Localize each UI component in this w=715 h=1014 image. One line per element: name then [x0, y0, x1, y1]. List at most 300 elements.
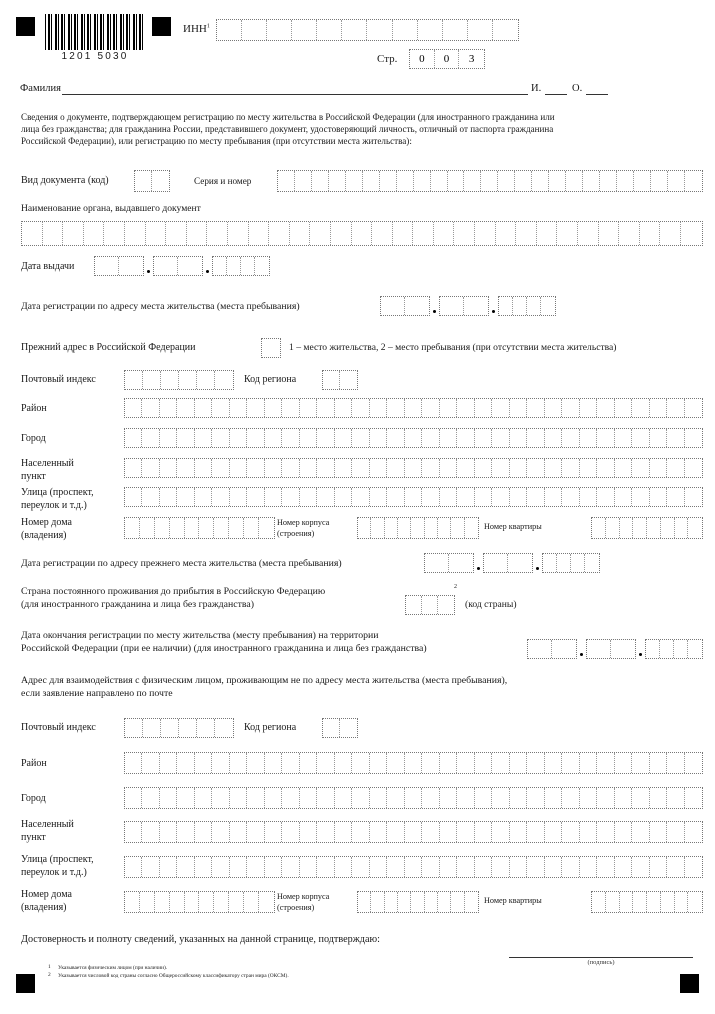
cell[interactable] [475, 857, 492, 877]
cell[interactable] [212, 857, 229, 877]
cell[interactable] [650, 429, 667, 447]
cell[interactable] [199, 892, 214, 912]
cell[interactable] [661, 892, 675, 912]
cell[interactable] [411, 892, 424, 912]
cell[interactable] [195, 788, 212, 808]
cell[interactable] [352, 222, 373, 245]
prev-city-input[interactable] [124, 428, 703, 448]
contact-region-input[interactable] [322, 718, 358, 738]
cell[interactable] [125, 459, 142, 477]
cell[interactable] [195, 753, 212, 773]
cell[interactable] [640, 222, 661, 245]
cell[interactable] [282, 788, 299, 808]
cell[interactable] [543, 554, 557, 572]
cell[interactable] [247, 399, 264, 417]
cell[interactable] [179, 719, 197, 737]
cell[interactable] [265, 429, 282, 447]
cell[interactable] [667, 399, 684, 417]
cell[interactable] [422, 857, 439, 877]
cell[interactable] [195, 429, 212, 447]
cell[interactable] [300, 399, 317, 417]
cell[interactable] [142, 429, 159, 447]
cell[interactable] [155, 892, 170, 912]
cell[interactable] [177, 753, 194, 773]
cell[interactable] [393, 222, 414, 245]
cell[interactable] [335, 753, 352, 773]
prev-district-input[interactable] [124, 398, 703, 418]
cell[interactable] [177, 488, 194, 506]
cell[interactable] [685, 459, 702, 477]
cell[interactable] [549, 171, 566, 191]
cell[interactable] [620, 892, 634, 912]
cell[interactable] [142, 857, 159, 877]
cell[interactable] [230, 399, 247, 417]
cell[interactable] [380, 171, 397, 191]
cell[interactable] [405, 788, 422, 808]
cell[interactable] [562, 399, 579, 417]
cell[interactable] [227, 257, 241, 275]
page-number-input[interactable] [409, 49, 485, 69]
contact-building-input[interactable] [357, 891, 479, 913]
cell[interactable] [265, 488, 282, 506]
cell[interactable] [229, 518, 244, 538]
cell[interactable] [597, 788, 614, 808]
cell[interactable] [674, 640, 688, 658]
cell[interactable] [454, 222, 475, 245]
cell[interactable] [516, 222, 537, 245]
cell[interactable] [632, 788, 649, 808]
cell[interactable] [422, 788, 439, 808]
cell[interactable] [646, 640, 660, 658]
cell[interactable] [650, 459, 667, 477]
cell[interactable] [340, 719, 357, 737]
cell[interactable] [465, 518, 478, 538]
cell[interactable] [195, 399, 212, 417]
cell[interactable] [217, 20, 242, 40]
cell[interactable] [527, 429, 544, 447]
cell[interactable] [143, 719, 161, 737]
previous-address-type-input[interactable] [261, 338, 281, 358]
cell[interactable] [317, 20, 342, 40]
cell[interactable] [438, 596, 454, 614]
cell[interactable] [510, 429, 527, 447]
cell[interactable] [367, 20, 392, 40]
cell[interactable] [317, 459, 334, 477]
cell[interactable] [685, 429, 702, 447]
cell[interactable] [290, 222, 311, 245]
cell[interactable] [387, 459, 404, 477]
cell[interactable] [660, 640, 674, 658]
cell[interactable] [335, 488, 352, 506]
cell[interactable] [214, 892, 229, 912]
cell[interactable] [212, 429, 229, 447]
cell[interactable] [300, 459, 317, 477]
cell[interactable] [611, 640, 635, 658]
cell[interactable] [358, 518, 371, 538]
cell[interactable] [606, 892, 620, 912]
cell[interactable] [300, 429, 317, 447]
cell[interactable] [342, 20, 367, 40]
cell[interactable] [177, 399, 194, 417]
cell[interactable] [352, 788, 369, 808]
cell[interactable] [557, 222, 578, 245]
cell[interactable] [545, 399, 562, 417]
cell[interactable] [242, 20, 267, 40]
initial-middle-input-line[interactable] [586, 94, 608, 95]
cell[interactable] [125, 518, 140, 538]
cell[interactable] [583, 171, 600, 191]
cell[interactable] [440, 297, 464, 315]
cell[interactable] [282, 459, 299, 477]
cell[interactable] [385, 892, 398, 912]
cell[interactable] [660, 222, 681, 245]
cell[interactable] [562, 822, 579, 842]
cell[interactable] [197, 371, 215, 389]
cell[interactable] [431, 171, 448, 191]
cell[interactable] [170, 518, 185, 538]
cell[interactable] [125, 892, 140, 912]
cell[interactable] [632, 459, 649, 477]
cell[interactable] [300, 788, 317, 808]
cell[interactable] [125, 399, 142, 417]
cell[interactable] [230, 788, 247, 808]
cell[interactable] [475, 399, 492, 417]
cell[interactable] [282, 857, 299, 877]
cell[interactable] [212, 488, 229, 506]
issue-date-month-input[interactable] [153, 256, 203, 276]
cell[interactable] [465, 892, 478, 912]
cell[interactable] [667, 857, 684, 877]
cell[interactable] [269, 222, 290, 245]
cell[interactable] [661, 518, 675, 538]
cell[interactable] [335, 857, 352, 877]
cell[interactable] [381, 297, 405, 315]
cell[interactable] [317, 857, 334, 877]
end-registration-day-input[interactable] [527, 639, 577, 659]
cell[interactable] [142, 488, 159, 506]
cell[interactable] [199, 518, 214, 538]
cell[interactable] [597, 459, 614, 477]
cell[interactable] [411, 518, 424, 538]
cell[interactable] [195, 822, 212, 842]
cell[interactable] [615, 429, 632, 447]
cell[interactable] [685, 399, 702, 417]
cell[interactable] [498, 171, 515, 191]
cell[interactable] [317, 399, 334, 417]
cell[interactable] [346, 171, 363, 191]
cell[interactable] [647, 892, 661, 912]
cell[interactable] [580, 788, 597, 808]
cell[interactable] [405, 297, 429, 315]
cell[interactable] [492, 399, 509, 417]
cell[interactable] [187, 222, 208, 245]
cell[interactable] [580, 429, 597, 447]
cell[interactable] [178, 257, 202, 275]
cell[interactable] [414, 171, 431, 191]
cell[interactable] [160, 399, 177, 417]
cell[interactable] [230, 822, 247, 842]
cell[interactable] [195, 857, 212, 877]
cell[interactable] [632, 399, 649, 417]
cell[interactable] [475, 459, 492, 477]
cell[interactable] [492, 857, 509, 877]
cell[interactable] [335, 788, 352, 808]
cell[interactable] [170, 892, 185, 912]
cell[interactable] [475, 822, 492, 842]
cell[interactable] [457, 488, 474, 506]
issuing-authority-input[interactable] [21, 221, 703, 246]
cell[interactable] [685, 857, 702, 877]
cell[interactable] [212, 399, 229, 417]
cell[interactable] [230, 857, 247, 877]
signature-input-line[interactable] [509, 957, 693, 958]
cell[interactable] [632, 857, 649, 877]
cell[interactable] [425, 518, 438, 538]
surname-input-line[interactable] [62, 94, 528, 95]
cell[interactable] [177, 822, 194, 842]
cell[interactable] [387, 399, 404, 417]
cell[interactable] [578, 222, 599, 245]
cell[interactable]: 0 [410, 50, 435, 68]
cell[interactable] [265, 399, 282, 417]
cell[interactable] [667, 429, 684, 447]
cell[interactable] [335, 459, 352, 477]
cell[interactable] [329, 171, 346, 191]
cell[interactable] [215, 371, 233, 389]
contact-district-input[interactable] [124, 752, 703, 774]
cell[interactable] [566, 171, 583, 191]
end-registration-month-input[interactable] [586, 639, 636, 659]
cell[interactable] [545, 429, 562, 447]
cell[interactable] [265, 753, 282, 773]
cell[interactable] [492, 788, 509, 808]
prev-street-input[interactable] [124, 487, 703, 507]
registration-date-day-input[interactable] [380, 296, 430, 316]
cell[interactable] [387, 488, 404, 506]
cell[interactable] [632, 429, 649, 447]
cell[interactable] [398, 518, 411, 538]
cell[interactable] [685, 753, 702, 773]
cell[interactable] [140, 518, 155, 538]
cell[interactable] [448, 171, 465, 191]
initial-first-input-line[interactable] [545, 94, 567, 95]
cell[interactable] [434, 222, 455, 245]
cell[interactable] [352, 488, 369, 506]
cell[interactable] [580, 488, 597, 506]
cell[interactable] [166, 222, 187, 245]
cell[interactable] [63, 222, 84, 245]
cell[interactable] [545, 753, 562, 773]
cell[interactable] [119, 257, 143, 275]
cell[interactable] [475, 222, 496, 245]
cell[interactable] [552, 640, 576, 658]
cell[interactable] [352, 822, 369, 842]
cell[interactable] [562, 429, 579, 447]
cell[interactable] [160, 429, 177, 447]
cell[interactable] [230, 488, 247, 506]
cell[interactable] [398, 892, 411, 912]
cell[interactable] [212, 822, 229, 842]
cell[interactable] [160, 788, 177, 808]
cell[interactable] [510, 488, 527, 506]
cell[interactable] [352, 753, 369, 773]
cell[interactable] [457, 399, 474, 417]
cell[interactable] [647, 518, 661, 538]
end-registration-year-input[interactable] [645, 639, 703, 659]
cell[interactable] [282, 753, 299, 773]
cell[interactable] [214, 518, 229, 538]
cell[interactable] [475, 753, 492, 773]
cell[interactable] [282, 488, 299, 506]
cell[interactable] [125, 753, 142, 773]
cell[interactable] [228, 222, 249, 245]
cell[interactable] [405, 822, 422, 842]
cell[interactable] [265, 857, 282, 877]
prev-registration-date-year-input[interactable] [542, 553, 600, 573]
cell[interactable] [154, 257, 178, 275]
cell[interactable] [527, 488, 544, 506]
cell[interactable] [142, 753, 159, 773]
cell[interactable] [685, 171, 702, 191]
cell[interactable] [185, 518, 200, 538]
cell[interactable] [146, 222, 167, 245]
cell[interactable] [599, 222, 620, 245]
cell[interactable] [405, 488, 422, 506]
cell[interactable] [532, 171, 549, 191]
cell[interactable] [125, 719, 143, 737]
cell[interactable] [562, 788, 579, 808]
cell[interactable] [527, 459, 544, 477]
cell[interactable] [510, 857, 527, 877]
cell[interactable] [125, 822, 142, 842]
cell[interactable] [685, 822, 702, 842]
cell[interactable] [247, 488, 264, 506]
cell[interactable] [615, 788, 632, 808]
cell[interactable] [545, 788, 562, 808]
cell[interactable] [585, 554, 599, 572]
cell[interactable] [177, 788, 194, 808]
cell[interactable] [440, 459, 457, 477]
cell[interactable] [475, 488, 492, 506]
cell[interactable] [580, 822, 597, 842]
cell[interactable] [422, 822, 439, 842]
cell[interactable] [125, 788, 142, 808]
cell[interactable] [207, 222, 228, 245]
cell[interactable] [160, 459, 177, 477]
cell[interactable] [212, 788, 229, 808]
cell[interactable] [84, 222, 105, 245]
contact-street-input[interactable] [124, 856, 703, 878]
cell[interactable] [247, 788, 264, 808]
cell[interactable] [317, 488, 334, 506]
cell[interactable] [335, 822, 352, 842]
cell[interactable] [597, 429, 614, 447]
cell[interactable] [688, 518, 702, 538]
cell[interactable] [310, 222, 331, 245]
cell[interactable] [135, 171, 152, 191]
cell[interactable] [510, 822, 527, 842]
cell[interactable] [651, 171, 668, 191]
issue-date-day-input[interactable] [94, 256, 144, 276]
cell[interactable] [508, 554, 532, 572]
cell[interactable] [440, 399, 457, 417]
cell[interactable] [405, 429, 422, 447]
cell[interactable] [352, 459, 369, 477]
cell[interactable] [413, 222, 434, 245]
cell[interactable] [650, 488, 667, 506]
cell[interactable] [422, 596, 438, 614]
cell[interactable] [282, 822, 299, 842]
cell[interactable] [634, 171, 651, 191]
contact-city-input[interactable] [124, 787, 703, 809]
cell[interactable] [212, 753, 229, 773]
cell[interactable] [457, 788, 474, 808]
cell[interactable] [278, 171, 295, 191]
cell[interactable] [425, 892, 438, 912]
cell[interactable] [457, 822, 474, 842]
cell[interactable] [358, 892, 371, 912]
cell[interactable] [527, 753, 544, 773]
cell[interactable] [667, 488, 684, 506]
cell[interactable] [363, 171, 380, 191]
cell[interactable] [464, 297, 488, 315]
cell[interactable] [545, 459, 562, 477]
cell[interactable] [177, 857, 194, 877]
cell[interactable] [440, 857, 457, 877]
cell[interactable] [371, 892, 384, 912]
cell[interactable] [125, 429, 142, 447]
cell[interactable] [142, 459, 159, 477]
contact-postal-input[interactable] [124, 718, 234, 738]
cell[interactable] [422, 488, 439, 506]
cell[interactable] [527, 788, 544, 808]
cell[interactable] [387, 788, 404, 808]
cell[interactable] [492, 822, 509, 842]
cell[interactable] [323, 719, 340, 737]
cell[interactable] [545, 488, 562, 506]
cell[interactable] [160, 753, 177, 773]
cell[interactable] [197, 719, 215, 737]
cell[interactable] [241, 257, 255, 275]
cell[interactable] [230, 753, 247, 773]
cell[interactable] [562, 459, 579, 477]
cell[interactable] [493, 20, 518, 40]
cell[interactable] [262, 339, 280, 357]
cell[interactable] [685, 488, 702, 506]
cell[interactable] [370, 753, 387, 773]
cell[interactable] [265, 459, 282, 477]
issue-date-year-input[interactable] [212, 256, 270, 276]
cell[interactable] [440, 488, 457, 506]
prev-building-input[interactable] [357, 517, 479, 539]
document-series-input[interactable] [277, 170, 703, 192]
cell[interactable] [457, 857, 474, 877]
cell[interactable] [247, 753, 264, 773]
cell[interactable] [597, 753, 614, 773]
cell[interactable] [387, 429, 404, 447]
cell[interactable] [405, 857, 422, 877]
cell[interactable] [468, 20, 493, 40]
cell[interactable] [475, 788, 492, 808]
cell[interactable] [633, 518, 647, 538]
cell[interactable] [155, 518, 170, 538]
cell[interactable] [422, 429, 439, 447]
cell[interactable] [300, 857, 317, 877]
cell[interactable] [177, 459, 194, 477]
cell[interactable] [215, 719, 233, 737]
cell[interactable] [352, 857, 369, 877]
cell[interactable] [195, 488, 212, 506]
